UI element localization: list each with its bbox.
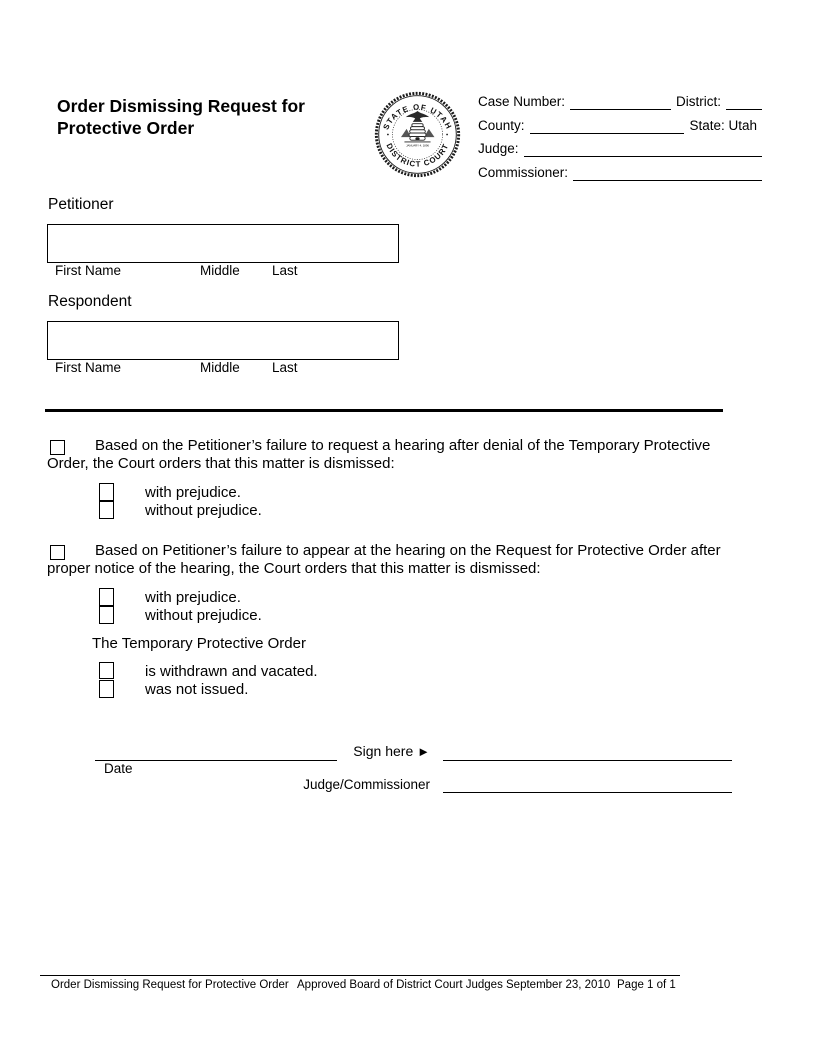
- sign-here-prompt: [290, 743, 430, 759]
- section-paragraph: [47, 542, 739, 579]
- section-failure-to-request-hearing: [47, 437, 739, 519]
- last-name-label: Last: [272, 360, 298, 375]
- district-label: District:: [676, 94, 721, 110]
- option-row: [99, 662, 739, 680]
- respondent-label: Respondent: [48, 293, 132, 310]
- date-label: Date: [104, 761, 133, 776]
- respondent-name-input[interactable]: [47, 321, 399, 360]
- district-input[interactable]: [726, 93, 762, 110]
- dismiss-failure-to-appear-checkbox[interactable]: [50, 545, 65, 560]
- without-prejudice-label: without prejudice.: [145, 501, 262, 519]
- case-number-input[interactable]: [570, 93, 671, 110]
- seal-center-text: JANUARY 4, 1896: [406, 143, 429, 148]
- section-paragraph-text: Based on the Petitioner’s failure to request a hearing after denial of the Temporary Protective Order, the Court orders that this matter is dismissed:: [47, 437, 711, 473]
- option-row: [99, 483, 739, 501]
- option-row: [99, 501, 739, 519]
- case-caption-fields: [478, 87, 762, 181]
- with-prejudice-label: with prejudice.: [145, 588, 241, 606]
- option-row: [99, 606, 739, 624]
- last-name-label: Last: [272, 263, 298, 278]
- footer-approval-note: Approved Board of District Court Judges September 23, 2010: [297, 979, 611, 991]
- middle-name-label: Middle: [200, 263, 240, 278]
- county-input[interactable]: [530, 117, 685, 134]
- sign-here-label: Sign here: [353, 743, 414, 759]
- commissioner-input[interactable]: [573, 164, 762, 181]
- option-row: [99, 680, 739, 698]
- state-label: State: Utah: [689, 117, 757, 133]
- judge-signature-input[interactable]: [443, 741, 732, 761]
- section-divider: [45, 409, 723, 412]
- case-number-label: Case Number:: [478, 94, 566, 110]
- judge-row: [478, 134, 762, 157]
- option-row: [99, 588, 739, 606]
- withdrawn-vacated-label: is withdrawn and vacated.: [145, 662, 318, 680]
- case-number-row: [478, 87, 762, 110]
- not-issued-checkbox[interactable]: [99, 680, 114, 698]
- seal-top-text: STATE OF UTAH: [381, 102, 454, 132]
- prejudice-options: [99, 588, 739, 624]
- petitioner-name-input[interactable]: [47, 224, 399, 263]
- judge-commissioner-label: Judge/Commissioner: [303, 777, 430, 792]
- without-prejudice-checkbox[interactable]: [99, 606, 114, 624]
- footer-form-title: Order Dismissing Request for Protective Order: [51, 979, 289, 991]
- utah-district-court-seal-icon: [374, 91, 461, 178]
- commissioner-label: Commissioner:: [478, 164, 569, 180]
- withdrawn-vacated-checkbox[interactable]: [99, 662, 114, 680]
- county-label: County:: [478, 117, 525, 133]
- commissioner-row: [478, 157, 762, 180]
- page-title-line1: Order Dismissing Request for: [57, 96, 305, 116]
- footer-page-number: Page 1 of 1: [617, 979, 676, 991]
- with-prejudice-checkbox[interactable]: [99, 483, 114, 501]
- section-failure-to-appear: [47, 542, 739, 698]
- middle-name-label: Middle: [200, 360, 240, 375]
- without-prejudice-label: without prejudice.: [145, 606, 262, 624]
- footer-divider: [40, 975, 680, 976]
- with-prejudice-checkbox[interactable]: [99, 588, 114, 606]
- prejudice-options: [99, 483, 739, 519]
- section-paragraph-text: Based on Petitioner’s failure to appear at the hearing on the Request for Protective Order after proper notice of the hearing, the Court orders that this matter is dismissed:: [47, 542, 721, 578]
- first-name-label: First Name: [55, 360, 122, 375]
- petitioner-label: Petitioner: [48, 196, 114, 213]
- section-paragraph: [47, 437, 739, 474]
- dismiss-no-hearing-request-checkbox[interactable]: [50, 440, 65, 455]
- temporary-protective-order-heading: The Temporary Protective Order: [92, 634, 306, 652]
- with-prejudice-label: with prejudice.: [145, 483, 241, 501]
- without-prejudice-checkbox[interactable]: [99, 501, 114, 519]
- judge-label: Judge:: [478, 141, 519, 157]
- tpo-options: [99, 662, 739, 698]
- page-title: [57, 96, 387, 139]
- seal-bottom-text: DISTRICT COURT: [384, 141, 451, 169]
- judge-commissioner-name-input[interactable]: [443, 773, 732, 793]
- page-title-line2: Protective Order: [57, 117, 195, 138]
- judge-input[interactable]: [524, 140, 762, 157]
- first-name-label: First Name: [55, 263, 122, 278]
- county-row: [478, 110, 762, 133]
- not-issued-label: was not issued.: [145, 680, 249, 698]
- sign-here-arrow-icon: ►: [417, 744, 430, 759]
